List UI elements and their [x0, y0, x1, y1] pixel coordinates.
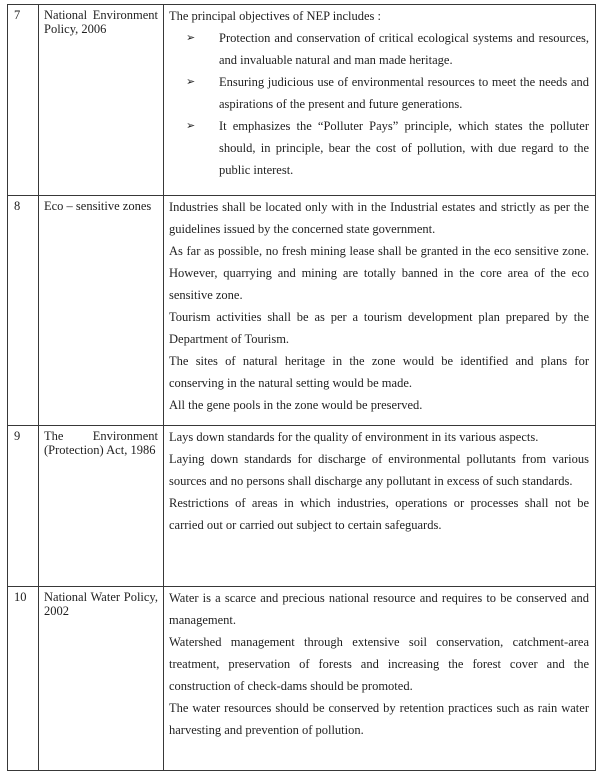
paragraph: Watershed management through extensive soil conservation, catchment-area treatment, preservation of forests and increasing the forest cover and the construction of check-dams should be promoted.	[169, 635, 589, 693]
bullet-text: It emphasizes the “Polluter Pays” principle, which states the polluter should, in principle, bear the cost of pollution, with due regard to the public interest.	[219, 119, 589, 177]
policy-name-cell: The Environment (Protection) Act, 1986	[39, 426, 164, 587]
paragraph: Laying down standards for discharge of environmental pollutants from various sources and no persons shall discharge any pollutant in excess of such standards.	[169, 452, 589, 488]
row-number-cell: 8	[8, 196, 39, 426]
policy-description-cell	[164, 5, 596, 196]
table-row	[8, 587, 596, 771]
paragraph: As far as possible, no fresh mining lease shall be granted in the eco sensitive zone. However, quarrying and mining are totally banned in the core area of the eco sensitive zone.	[169, 244, 589, 302]
bullet-item	[169, 71, 589, 115]
paragraph: Water is a scarce and precious national resource and requires to be conserved and management.	[169, 591, 589, 627]
row-number-cell: 10	[8, 587, 39, 771]
row-number-cell: 7	[8, 5, 39, 196]
paragraph: All the gene pools in the zone would be preserved.	[169, 398, 423, 412]
table-row	[8, 5, 596, 196]
table-row	[8, 196, 596, 426]
policy-table	[7, 4, 596, 771]
table-row	[8, 426, 596, 587]
policy-description-cell	[164, 587, 596, 771]
arrow-bullet-icon: ➢	[186, 75, 196, 88]
paragraph: The principal objectives of NEP includes :	[169, 9, 381, 23]
bullet-item	[169, 115, 589, 181]
paragraph: Industries shall be located only with in the Industrial estates and strictly as per the guidelines issued by the concerned state government.	[169, 200, 589, 236]
policy-description-cell	[164, 196, 596, 426]
policy-name-cell: Eco – sensitive zones	[39, 196, 164, 426]
paragraph: Restrictions of areas in which industries, operations or processes shall not be carried out or carried out subject to certain safeguards.	[169, 496, 589, 532]
arrow-bullet-icon: ➢	[186, 119, 196, 132]
policy-name-cell: National Environment Policy, 2006	[39, 5, 164, 196]
arrow-bullet-icon: ➢	[186, 31, 196, 44]
bullet-item	[169, 27, 589, 71]
policy-description-cell	[164, 426, 596, 587]
paragraph: The water resources should be conserved by retention practices such as rain water harvesting and prevention of pollution.	[169, 701, 589, 737]
bullet-text: Protection and conservation of critical ecological systems and resources, and invaluable natural and man made heritage.	[219, 31, 589, 67]
paragraph: The sites of natural heritage in the zone would be identified and plans for conserving in the natural setting would be made.	[169, 354, 589, 390]
paragraph: Lays down standards for the quality of environment in its various aspects.	[169, 430, 539, 444]
bullet-text: Ensuring judicious use of environmental resources to meet the needs and aspirations of the present and future generations.	[219, 75, 589, 111]
policy-name-cell: National Water Policy, 2002	[39, 587, 164, 771]
paragraph: Tourism activities shall be as per a tourism development plan prepared by the Department of Tourism.	[169, 310, 589, 346]
row-number-cell: 9	[8, 426, 39, 587]
